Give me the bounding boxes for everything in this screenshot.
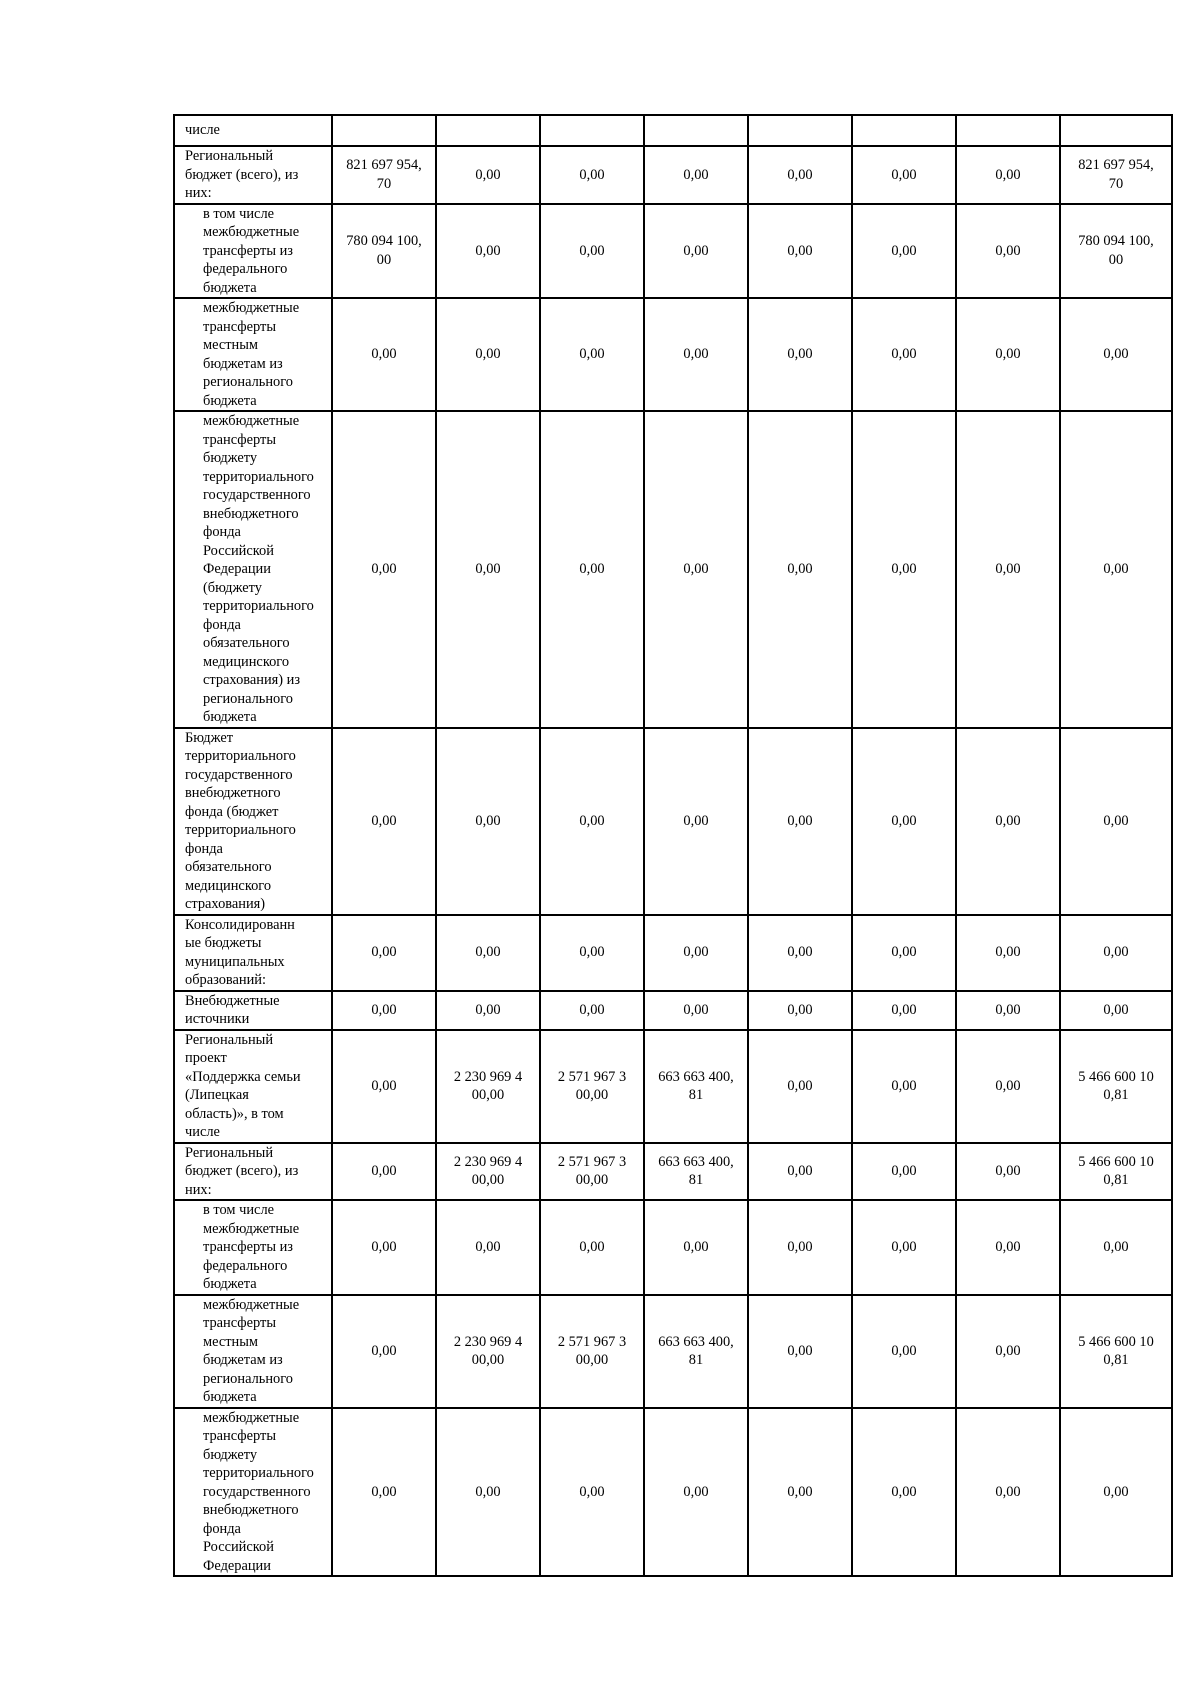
value-cell xyxy=(436,728,540,915)
value-cell xyxy=(1060,728,1172,915)
value-cell xyxy=(748,298,852,411)
table-row xyxy=(174,728,1172,915)
value-cell xyxy=(852,115,956,146)
cell-value: 0,00 xyxy=(579,1483,605,1500)
cell-value: 0,00 xyxy=(683,1239,709,1255)
cell-value: 0,00 xyxy=(579,812,605,829)
value-cell xyxy=(332,1295,436,1408)
value-cell xyxy=(644,146,748,204)
cell-value: 0,00 xyxy=(371,812,397,829)
value-cell xyxy=(852,1030,956,1143)
cell-value: 0,00 xyxy=(1103,944,1129,961)
cell-value: 0,00 xyxy=(995,1483,1021,1500)
cell-value: 0,00 xyxy=(475,944,501,961)
row-label-cell xyxy=(174,146,332,204)
value-cell xyxy=(644,728,748,915)
table-row xyxy=(174,1408,1172,1577)
cell-value: 0,00 xyxy=(371,1483,397,1500)
cell-value: 0,00 xyxy=(579,346,605,363)
row-label: межбюджетные трансферты бюджету территориального государственного внебюджетного фонда Российской Федерации xyxy=(203,1409,314,1574)
value-cell xyxy=(332,991,436,1030)
value-cell xyxy=(644,991,748,1030)
value-cell xyxy=(748,115,852,146)
value-cell xyxy=(956,1200,1060,1295)
row-label: в том числе межбюджетные трансферты из федерального бюджета xyxy=(203,205,300,296)
row-label-cell xyxy=(174,411,332,728)
cell-value: 0,00 xyxy=(787,1342,813,1359)
value-cell xyxy=(540,991,644,1030)
value-cell xyxy=(644,1408,748,1577)
value-cell xyxy=(540,146,644,204)
cell-value: 0,00 xyxy=(891,1001,917,1018)
cell-value: 821 697 954, 70 xyxy=(346,157,422,192)
value-cell xyxy=(540,115,644,146)
row-label-cell xyxy=(174,1200,332,1295)
value-cell xyxy=(644,1143,748,1201)
row-label-cell xyxy=(174,1295,332,1408)
cell-value: 5 466 600 10 0,81 xyxy=(1078,1153,1154,1189)
value-cell xyxy=(644,115,748,146)
row-label: Бюджет территориального государственного внебюджетного фонда (бюджет территориального фонда обязательного медицинского страхования) xyxy=(185,729,296,912)
cell-value: 0,00 xyxy=(683,944,709,961)
value-cell xyxy=(1060,411,1172,728)
value-cell xyxy=(852,411,956,728)
value-cell xyxy=(1060,298,1172,411)
cell-value: 0,00 xyxy=(579,944,605,961)
cell-value: 0,00 xyxy=(787,944,813,961)
cell-value: 0,00 xyxy=(371,1077,397,1094)
value-cell xyxy=(852,204,956,299)
cell-value: 0,00 xyxy=(787,1001,813,1018)
cell-value: 663 663 400, 81 xyxy=(658,1153,734,1189)
cell-value: 663 663 400, 81 xyxy=(658,1068,734,1103)
cell-value: 0,00 xyxy=(787,346,813,363)
value-cell xyxy=(956,115,1060,146)
cell-value: 0,00 xyxy=(787,1077,813,1094)
value-cell xyxy=(748,204,852,299)
row-label: Внебюджетные источники xyxy=(185,992,280,1027)
table-row xyxy=(174,411,1172,728)
cell-value: 0,00 xyxy=(891,346,917,363)
cell-value: 0,00 xyxy=(891,1163,917,1179)
budget-table xyxy=(173,114,1173,1577)
value-cell xyxy=(1060,1200,1172,1295)
cell-value: 0,00 xyxy=(995,1077,1021,1094)
value-cell xyxy=(852,1143,956,1201)
row-label-cell xyxy=(174,115,332,146)
value-cell xyxy=(436,1143,540,1201)
value-cell xyxy=(748,146,852,204)
cell-value: 0,00 xyxy=(787,166,813,183)
cell-value: 0,00 xyxy=(787,1163,813,1179)
row-label: Консолидированн ые бюджеты муниципальных образований: xyxy=(185,916,295,988)
value-cell xyxy=(436,1200,540,1295)
cell-value: 0,00 xyxy=(995,346,1021,363)
value-cell xyxy=(748,1143,852,1201)
value-cell xyxy=(644,204,748,299)
cell-value: 0,00 xyxy=(579,242,605,259)
table-row xyxy=(174,1295,1172,1408)
value-cell xyxy=(1060,1408,1172,1577)
cell-value: 0,00 xyxy=(371,1001,397,1018)
cell-value: 2 571 967 3 00,00 xyxy=(557,1068,627,1103)
value-cell xyxy=(956,728,1060,915)
value-cell xyxy=(540,728,644,915)
value-cell xyxy=(748,991,852,1030)
value-cell xyxy=(436,411,540,728)
table-row xyxy=(174,298,1172,411)
table-row xyxy=(174,915,1172,991)
cell-value: 0,00 xyxy=(371,944,397,961)
value-cell xyxy=(644,915,748,991)
value-cell xyxy=(436,146,540,204)
value-cell xyxy=(332,204,436,299)
value-cell xyxy=(1060,1295,1172,1408)
table-row xyxy=(174,204,1172,299)
value-cell xyxy=(1060,991,1172,1030)
value-cell xyxy=(748,728,852,915)
cell-value: 0,00 xyxy=(995,242,1021,259)
row-label-cell xyxy=(174,915,332,991)
cell-value: 2 230 969 4 00,00 xyxy=(453,1333,523,1368)
value-cell xyxy=(436,991,540,1030)
value-cell xyxy=(1060,115,1172,146)
cell-value: 780 094 100, 00 xyxy=(1078,233,1154,268)
value-cell xyxy=(1060,1030,1172,1143)
value-cell xyxy=(956,1295,1060,1408)
cell-value: 0,00 xyxy=(995,1342,1021,1359)
cell-value: 0,00 xyxy=(475,1483,501,1500)
value-cell xyxy=(956,411,1060,728)
value-cell xyxy=(332,1200,436,1295)
table-row xyxy=(174,115,1172,146)
value-cell xyxy=(852,1200,956,1295)
row-label-cell xyxy=(174,1143,332,1201)
value-cell xyxy=(852,1408,956,1577)
cell-value: 0,00 xyxy=(371,561,397,577)
cell-value: 0,00 xyxy=(371,1342,397,1359)
cell-value: 0,00 xyxy=(683,1483,709,1500)
table-row xyxy=(174,146,1172,204)
cell-value: 0,00 xyxy=(995,1001,1021,1018)
cell-value: 0,00 xyxy=(995,1239,1021,1255)
value-cell xyxy=(852,1295,956,1408)
value-cell xyxy=(540,1030,644,1143)
cell-value: 0,00 xyxy=(995,561,1021,577)
cell-value: 0,00 xyxy=(683,346,709,363)
cell-value: 0,00 xyxy=(891,166,917,183)
value-cell xyxy=(748,411,852,728)
cell-value: 0,00 xyxy=(579,1239,605,1255)
cell-value: 0,00 xyxy=(475,346,501,363)
row-label-cell xyxy=(174,728,332,915)
table-row xyxy=(174,1030,1172,1143)
value-cell xyxy=(332,1408,436,1577)
cell-value: 0,00 xyxy=(683,166,709,183)
cell-value: 0,00 xyxy=(579,561,605,577)
cell-value: 0,00 xyxy=(475,242,501,259)
value-cell xyxy=(332,1143,436,1201)
row-label-cell xyxy=(174,1408,332,1577)
value-cell xyxy=(1060,204,1172,299)
cell-value: 0,00 xyxy=(579,166,605,183)
cell-value: 0,00 xyxy=(995,812,1021,829)
cell-value: 0,00 xyxy=(995,944,1021,961)
cell-value: 0,00 xyxy=(891,812,917,829)
value-cell xyxy=(436,1408,540,1577)
value-cell xyxy=(852,146,956,204)
value-cell xyxy=(748,1200,852,1295)
value-cell xyxy=(852,915,956,991)
row-label: межбюджетные трансферты местным бюджетам из регионального бюджета xyxy=(203,1296,300,1405)
value-cell xyxy=(540,915,644,991)
row-label: Региональный бюджет (всего), из них: xyxy=(185,148,299,201)
cell-value: 0,00 xyxy=(891,1077,917,1094)
value-cell xyxy=(748,1408,852,1577)
cell-value: 0,00 xyxy=(1103,561,1129,577)
cell-value: 0,00 xyxy=(1103,346,1129,363)
value-cell xyxy=(436,298,540,411)
cell-value: 0,00 xyxy=(995,1163,1021,1179)
value-cell xyxy=(540,204,644,299)
cell-value: 0,00 xyxy=(891,1239,917,1255)
row-label: числе xyxy=(185,122,220,139)
cell-value: 0,00 xyxy=(371,1163,397,1179)
value-cell xyxy=(332,298,436,411)
row-label: межбюджетные трансферты местным бюджетам из регионального бюджета xyxy=(203,300,300,409)
value-cell xyxy=(644,1295,748,1408)
value-cell xyxy=(956,146,1060,204)
cell-value: 0,00 xyxy=(1103,1001,1129,1018)
cell-value: 0,00 xyxy=(475,1239,501,1255)
cell-value: 0,00 xyxy=(683,242,709,259)
cell-value: 0,00 xyxy=(787,1239,813,1255)
row-label-cell xyxy=(174,991,332,1030)
value-cell xyxy=(852,991,956,1030)
row-label: Региональный бюджет (всего), из них: xyxy=(185,1144,299,1198)
row-label: в том числе межбюджетные трансферты из федерального бюджета xyxy=(203,1202,300,1292)
value-cell xyxy=(540,411,644,728)
row-label: Региональный проект «Поддержка семьи (Липецкая область)», в том числе xyxy=(185,1031,301,1140)
value-cell xyxy=(332,728,436,915)
value-cell xyxy=(644,411,748,728)
cell-value: 5 466 600 10 0,81 xyxy=(1078,1333,1154,1368)
cell-value: 0,00 xyxy=(683,1001,709,1018)
cell-value: 0,00 xyxy=(787,812,813,829)
value-cell xyxy=(956,298,1060,411)
value-cell xyxy=(852,728,956,915)
cell-value: 0,00 xyxy=(891,242,917,259)
row-label-cell xyxy=(174,298,332,411)
cell-value: 0,00 xyxy=(1103,812,1129,829)
value-cell xyxy=(332,411,436,728)
value-cell xyxy=(540,1408,644,1577)
value-cell xyxy=(644,298,748,411)
value-cell xyxy=(332,1030,436,1143)
value-cell xyxy=(852,298,956,411)
value-cell xyxy=(436,115,540,146)
value-cell xyxy=(540,1143,644,1201)
value-cell xyxy=(436,204,540,299)
table-row xyxy=(174,991,1172,1030)
cell-value: 0,00 xyxy=(787,1483,813,1500)
row-label-cell xyxy=(174,1030,332,1143)
cell-value: 5 466 600 10 0,81 xyxy=(1078,1068,1154,1103)
cell-value: 0,00 xyxy=(683,561,709,577)
value-cell xyxy=(644,1200,748,1295)
value-cell xyxy=(332,115,436,146)
cell-value: 0,00 xyxy=(891,944,917,961)
cell-value: 0,00 xyxy=(475,812,501,829)
value-cell xyxy=(540,298,644,411)
value-cell xyxy=(436,1030,540,1143)
value-cell xyxy=(1060,915,1172,991)
cell-value: 2 571 967 3 00,00 xyxy=(557,1153,627,1189)
value-cell xyxy=(956,1030,1060,1143)
cell-value: 0,00 xyxy=(787,242,813,259)
cell-value: 0,00 xyxy=(891,1483,917,1500)
cell-value: 0,00 xyxy=(1103,1483,1129,1500)
row-label: межбюджетные трансферты бюджету территориального государственного внебюджетного фонда Российской Федерации (бюджету территориального фонда обязательного медицинского страхования) из регионального бюджета xyxy=(203,413,314,725)
cell-value: 0,00 xyxy=(371,1239,397,1255)
cell-value: 0,00 xyxy=(995,166,1021,183)
cell-value: 663 663 400, 81 xyxy=(658,1333,734,1368)
value-cell xyxy=(748,1295,852,1408)
cell-value: 0,00 xyxy=(579,1001,605,1018)
value-cell xyxy=(436,1295,540,1408)
value-cell xyxy=(332,915,436,991)
value-cell xyxy=(436,915,540,991)
cell-value: 0,00 xyxy=(371,346,397,363)
cell-value: 0,00 xyxy=(1103,1239,1129,1255)
value-cell xyxy=(1060,146,1172,204)
cell-value: 2 230 969 4 00,00 xyxy=(453,1068,523,1103)
table-row xyxy=(174,1200,1172,1295)
cell-value: 2 571 967 3 00,00 xyxy=(557,1333,627,1368)
cell-value: 0,00 xyxy=(475,561,501,577)
value-cell xyxy=(956,991,1060,1030)
value-cell xyxy=(540,1295,644,1408)
value-cell xyxy=(644,1030,748,1143)
cell-value: 0,00 xyxy=(787,561,813,577)
value-cell xyxy=(956,204,1060,299)
row-label-cell xyxy=(174,204,332,299)
cell-value: 780 094 100, 00 xyxy=(346,233,422,268)
cell-value: 821 697 954, 70 xyxy=(1078,157,1154,192)
value-cell xyxy=(748,1030,852,1143)
value-cell xyxy=(332,146,436,204)
cell-value: 0,00 xyxy=(891,561,917,577)
value-cell xyxy=(956,1143,1060,1201)
cell-value: 0,00 xyxy=(475,166,501,183)
cell-value: 0,00 xyxy=(683,812,709,829)
value-cell xyxy=(748,915,852,991)
budget-table-body xyxy=(174,115,1172,1576)
value-cell xyxy=(540,1200,644,1295)
cell-value: 2 230 969 4 00,00 xyxy=(453,1153,523,1189)
value-cell xyxy=(956,1408,1060,1577)
cell-value: 0,00 xyxy=(475,1001,501,1018)
table-row xyxy=(174,1143,1172,1201)
value-cell xyxy=(956,915,1060,991)
cell-value: 0,00 xyxy=(891,1342,917,1359)
value-cell xyxy=(1060,1143,1172,1201)
